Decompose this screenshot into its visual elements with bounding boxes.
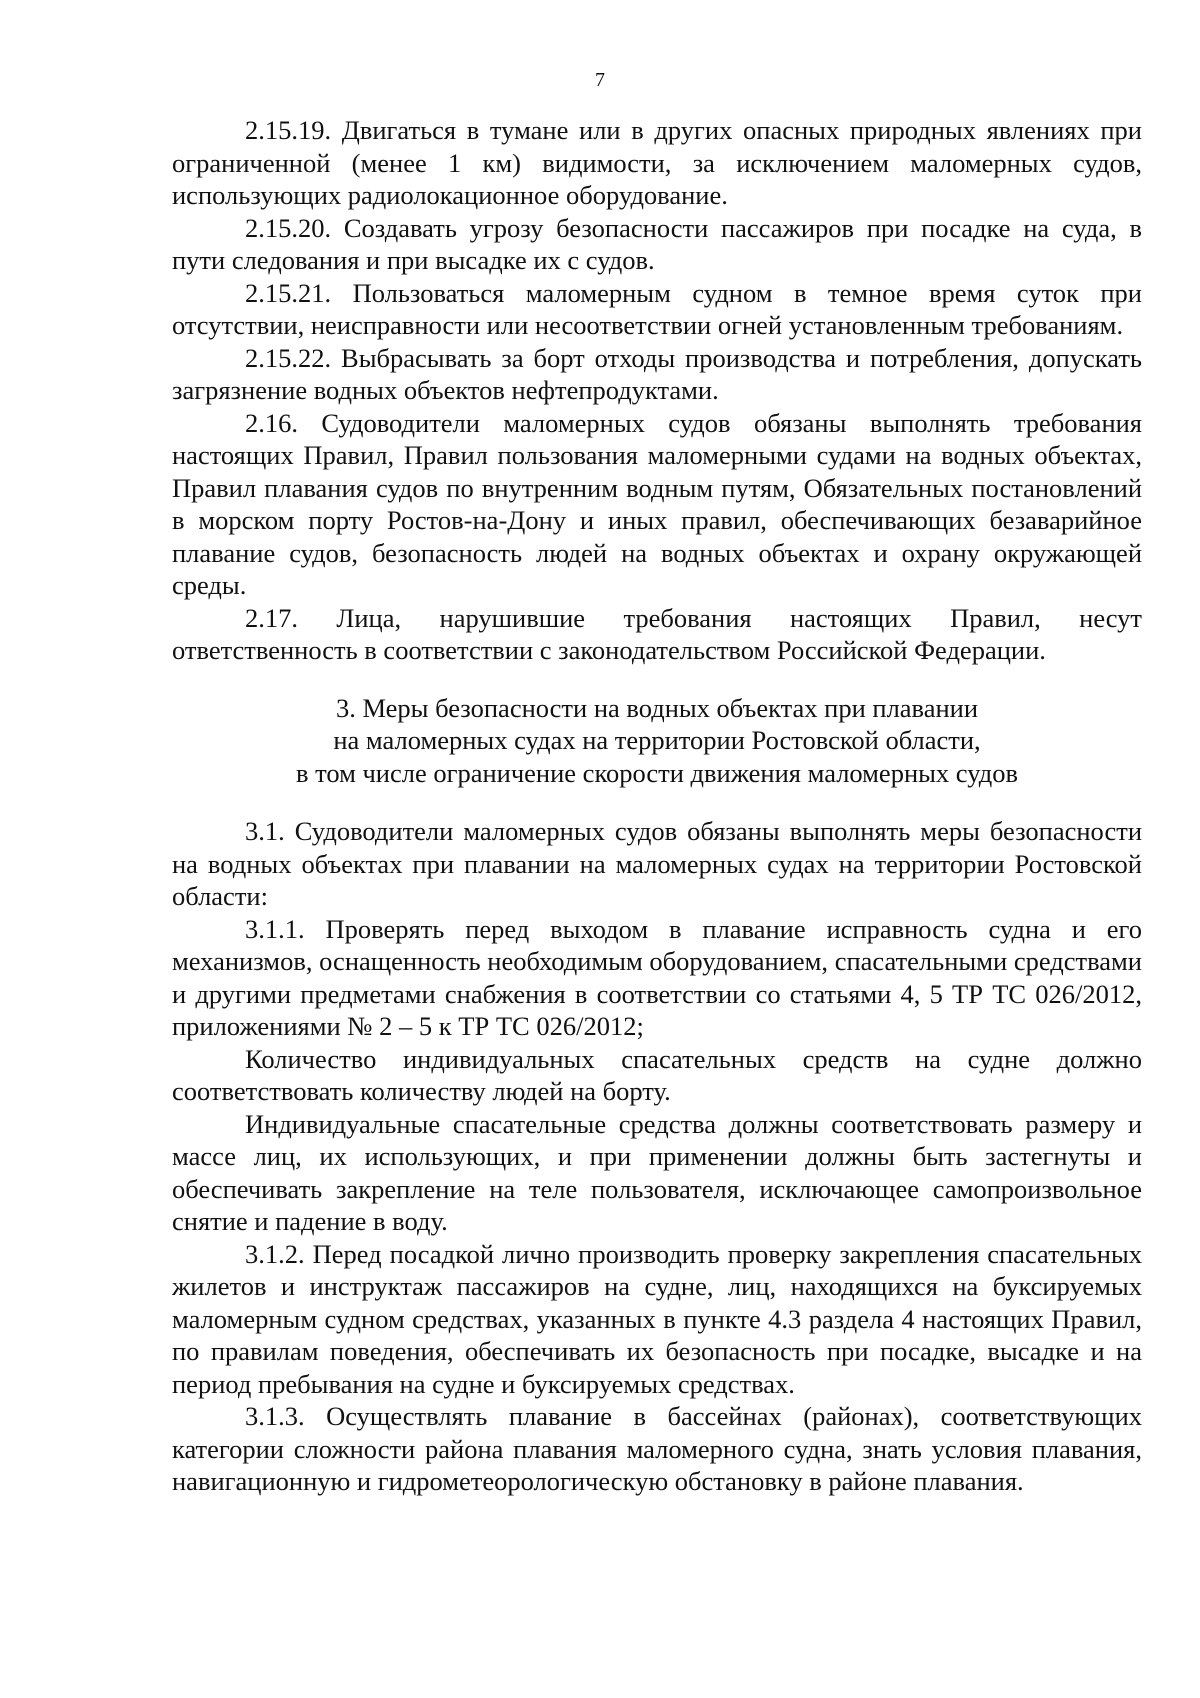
- paragraph-3-1: 3.1. Судоводители маломерных судов обязаны выполнять меры безопасности на водных объектах при плавании на маломерных судах на территории Ростовской области:: [172, 816, 1142, 911]
- paragraph-2-15-19: 2.15.19. Двигаться в тумане или в других опасных природных явлениях при ограниченной (менее 1 км) видимости, за исключением маломерных судов, использующих радиолокационное оборудование.: [172, 115, 1142, 210]
- section-heading-line: 3. Меры безопасности на водных объектах при плавании: [335, 692, 979, 723]
- paragraph-life-saving-fit: Индивидуальные спасательные средства должны соответствовать размеру и массе лиц, их использующих, и при применении должны быть застегнуты и обеспечивать закрепление на теле пользователя, исключающее самопроизвольное снятие и падение в воду.: [172, 1108, 1142, 1236]
- paragraph-2-17: 2.17. Лица, нарушившие требования настоящих Правил, несут ответственность в соответствии с законодательством Российской Федерации.: [172, 602, 1142, 665]
- paragraph-3-1-1: 3.1.1. Проверять перед выходом в плавание исправность судна и его механизмов, оснащенность необходимым оборудованием, спасательными средствами и другими предметами снабжения в соответствии со статьями 4, 5 ТР ТС 026/2012, приложениями № 2 – 5 к ТР ТС 026/2012;: [172, 913, 1142, 1041]
- paragraph-2-16: 2.16. Судоводители маломерных судов обязаны выполнять требования настоящих Правил, Правил пользования маломерными судами на водных объектах, Правил плавания судов по внутренним водным путям, Обязательных постановлений в морском порту Ростов-на-Дону и иных правил, обеспечивающих безаварийное плавание судов, безопасность людей на водных объектах и охрану окружающей среды.: [172, 407, 1142, 600]
- section-heading-line: на маломерных судах на территории Ростовской области,: [333, 725, 981, 755]
- paragraph-2-15-20: 2.15.20. Создавать угрозу безопасности пассажиров при посадке на суда, в пути следования и при высадке их с судов.: [172, 212, 1142, 275]
- page-number: 7: [595, 69, 605, 91]
- paragraph-3-1-3: 3.1.3. Осуществлять плавание в бассейнах (районах), соответствующих категории сложности района плавания маломерного судна, знать условия плавания, навигационную и гидрометеорологическую обстановку в районе плавания.: [172, 1401, 1142, 1496]
- section-3-heading: [172, 692, 1142, 790]
- paragraph-life-saving-count: Количество индивидуальных спасательных средств на судне должно соответствовать количеству людей на борту.: [172, 1043, 1142, 1106]
- paragraph-2-15-22: 2.15.22. Выбрасывать за борт отходы производства и потребления, допускать загрязнение водных объектов нефтепродуктами.: [172, 342, 1142, 405]
- paragraph-2-15-21: 2.15.21. Пользоваться маломерным судном в темное время суток при отсутствии, неисправности или несоответствии огней установленным требованиям.: [172, 277, 1142, 340]
- section-heading-line: в том числе ограничение скорости движения маломерных судов: [295, 757, 1019, 788]
- document-body: [172, 114, 1142, 1498]
- paragraph-3-1-2: 3.1.2. Перед посадкой лично производить проверку закрепления спасательных жилетов и инструктаж пассажиров на судне, лиц, находящихся на буксируемых маломерным судном средствах, указанных в пункте 4.3 раздела 4 настоящих Правил, по правилам поведения, обеспечивать их безопасность при посадке, высадке и на период пребывания на судне и буксируемых средствах.: [172, 1238, 1142, 1399]
